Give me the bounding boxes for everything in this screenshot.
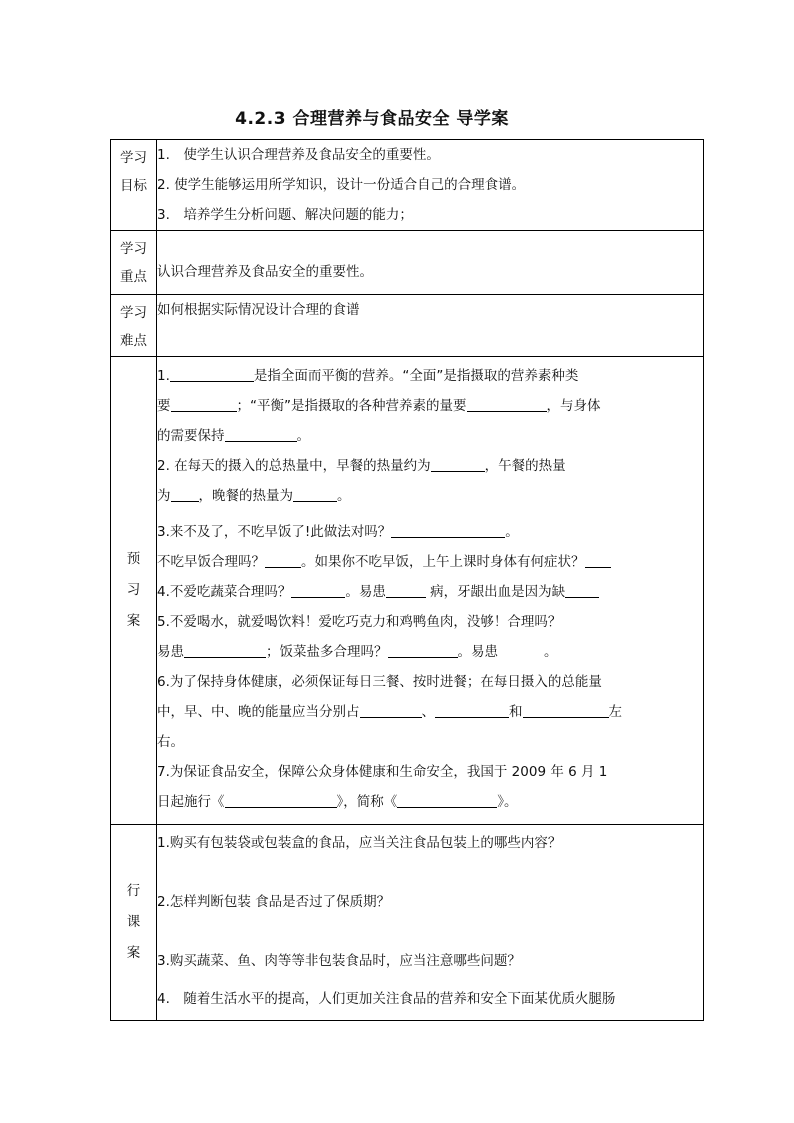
preview-q1-line3: 的需要保持 。 — [157, 428, 310, 444]
answer-blank[interactable] — [388, 642, 458, 658]
content-difficulties — [157, 295, 704, 357]
answer-blank[interactable] — [431, 456, 485, 472]
goal-line: 1. 使学生认识合理营养及食品安全的重要性。 — [157, 147, 440, 163]
row-learning-goals — [111, 140, 704, 231]
answer-blank[interactable] — [171, 486, 199, 502]
answer-blank[interactable] — [265, 552, 301, 568]
content-key-points — [157, 231, 704, 295]
label-difficulties: 学习 难点 — [111, 295, 157, 357]
class-question: 4. 随着生活水平的提高，人们更加关注食品的营养和安全下面某优质火腿肠 — [157, 991, 616, 1007]
row-class-session — [111, 825, 704, 1021]
answer-blank[interactable] — [397, 792, 497, 808]
key-point-text: 认识合理营养及食品安全的重要性。 — [157, 264, 373, 280]
answer-blank[interactable] — [565, 582, 599, 598]
content-preview — [157, 357, 704, 825]
preview-q3-line2: 不吃早饭合理吗？ 。如果你不吃早饭，上午上课时身体有何症状？ — [157, 547, 703, 577]
class-question: 1.购买有包装袋或包装盒的食品，应当关注食品包装上的哪些内容？ — [157, 835, 562, 851]
label-class-session: 行 课 案 — [111, 825, 157, 1021]
preview-q4: 4.不爱吃蔬菜合理吗？ 。易患 病，牙龈出血是因为缺 — [157, 577, 703, 607]
class-question: 3.购买蔬菜、鱼、肉等等非包装食品时，应当注意哪些问题？ — [157, 953, 521, 969]
preview-q6-line3: 右。 — [157, 734, 184, 750]
preview-q6-line2: 中，早、中、晚的能量应当分别占 、 和 左 — [157, 704, 622, 720]
answer-blank[interactable] — [291, 582, 345, 598]
preview-q5-line2: 易患 ；饭菜盐多合理吗？ 。易患 。 — [157, 644, 558, 660]
row-preview — [111, 357, 704, 825]
goal-line: 2. 使学生能够运用所学知识，设计一份适合自己的合理食谱。 — [157, 177, 526, 193]
preview-q1-line1: 1. 是指全面而平衡的营养。“全面”是指摄取的营养素种类 — [157, 368, 579, 384]
preview-q5-line1: 5.不爱喝水，就爱喝饮料！爱吃巧克力和鸡鸭鱼肉，没够！合理吗？ — [157, 614, 562, 630]
content-class-session — [157, 825, 704, 1021]
label-key-points: 学习 重点 — [111, 231, 157, 295]
label-preview: 预 习 案 — [111, 357, 157, 825]
content-learning-goals — [157, 140, 704, 231]
answer-blank[interactable] — [225, 792, 337, 808]
answer-blank[interactable] — [171, 396, 237, 412]
answer-blank[interactable] — [391, 522, 505, 538]
answer-blank[interactable] — [225, 426, 297, 442]
answer-blank[interactable] — [585, 552, 611, 568]
difficulty-text: 如何根据实际情况设计合理的食谱 — [157, 302, 360, 318]
preview-q6-line1: 6.为了保持身体健康，必须保证每日三餐、按时进餐；在每日摄入的总能量 — [157, 674, 602, 690]
study-plan-table — [110, 139, 704, 1021]
answer-blank[interactable] — [467, 396, 547, 412]
answer-blank[interactable] — [184, 642, 266, 658]
preview-q1-line2: 要 ；“平衡”是指摄取的各种营养素的量要 ，与身体 — [157, 398, 601, 414]
answer-blank[interactable] — [523, 702, 609, 718]
preview-q7-line2: 日起施行《 》，简称《 》。 — [157, 794, 518, 810]
answer-blank[interactable] — [360, 702, 422, 718]
answer-blank[interactable] — [386, 582, 426, 598]
row-key-points — [111, 231, 704, 295]
label-learning-goals: 学习 目标 — [111, 140, 157, 231]
preview-q2-line2: 为 ，晚餐的热量为 。 — [157, 488, 351, 504]
page-title: 4.2.3 合理营养与食品安全 导学案 — [235, 109, 509, 129]
preview-q7-line1: 7.为保证食品安全，保障公众身体健康和生命安全，我国于 2009 年 6 月 1 — [157, 764, 608, 780]
preview-q2-line1: 2. 在每天的摄入的总热量中，早餐的热量约为 ，午餐的热量 — [157, 458, 566, 474]
answer-blank[interactable] — [293, 486, 337, 502]
answer-blank[interactable] — [435, 702, 509, 718]
preview-q3-line1: 3.来不及了，不吃早饭了!此做法对吗？ 。 — [157, 524, 519, 540]
class-question: 2.怎样判断包装 食品是否过了保质期？ — [157, 894, 391, 910]
goal-line: 3. 培养学生分析问题、解决问题的能力； — [157, 207, 413, 223]
row-difficulties — [111, 295, 704, 357]
answer-blank[interactable] — [170, 366, 254, 382]
